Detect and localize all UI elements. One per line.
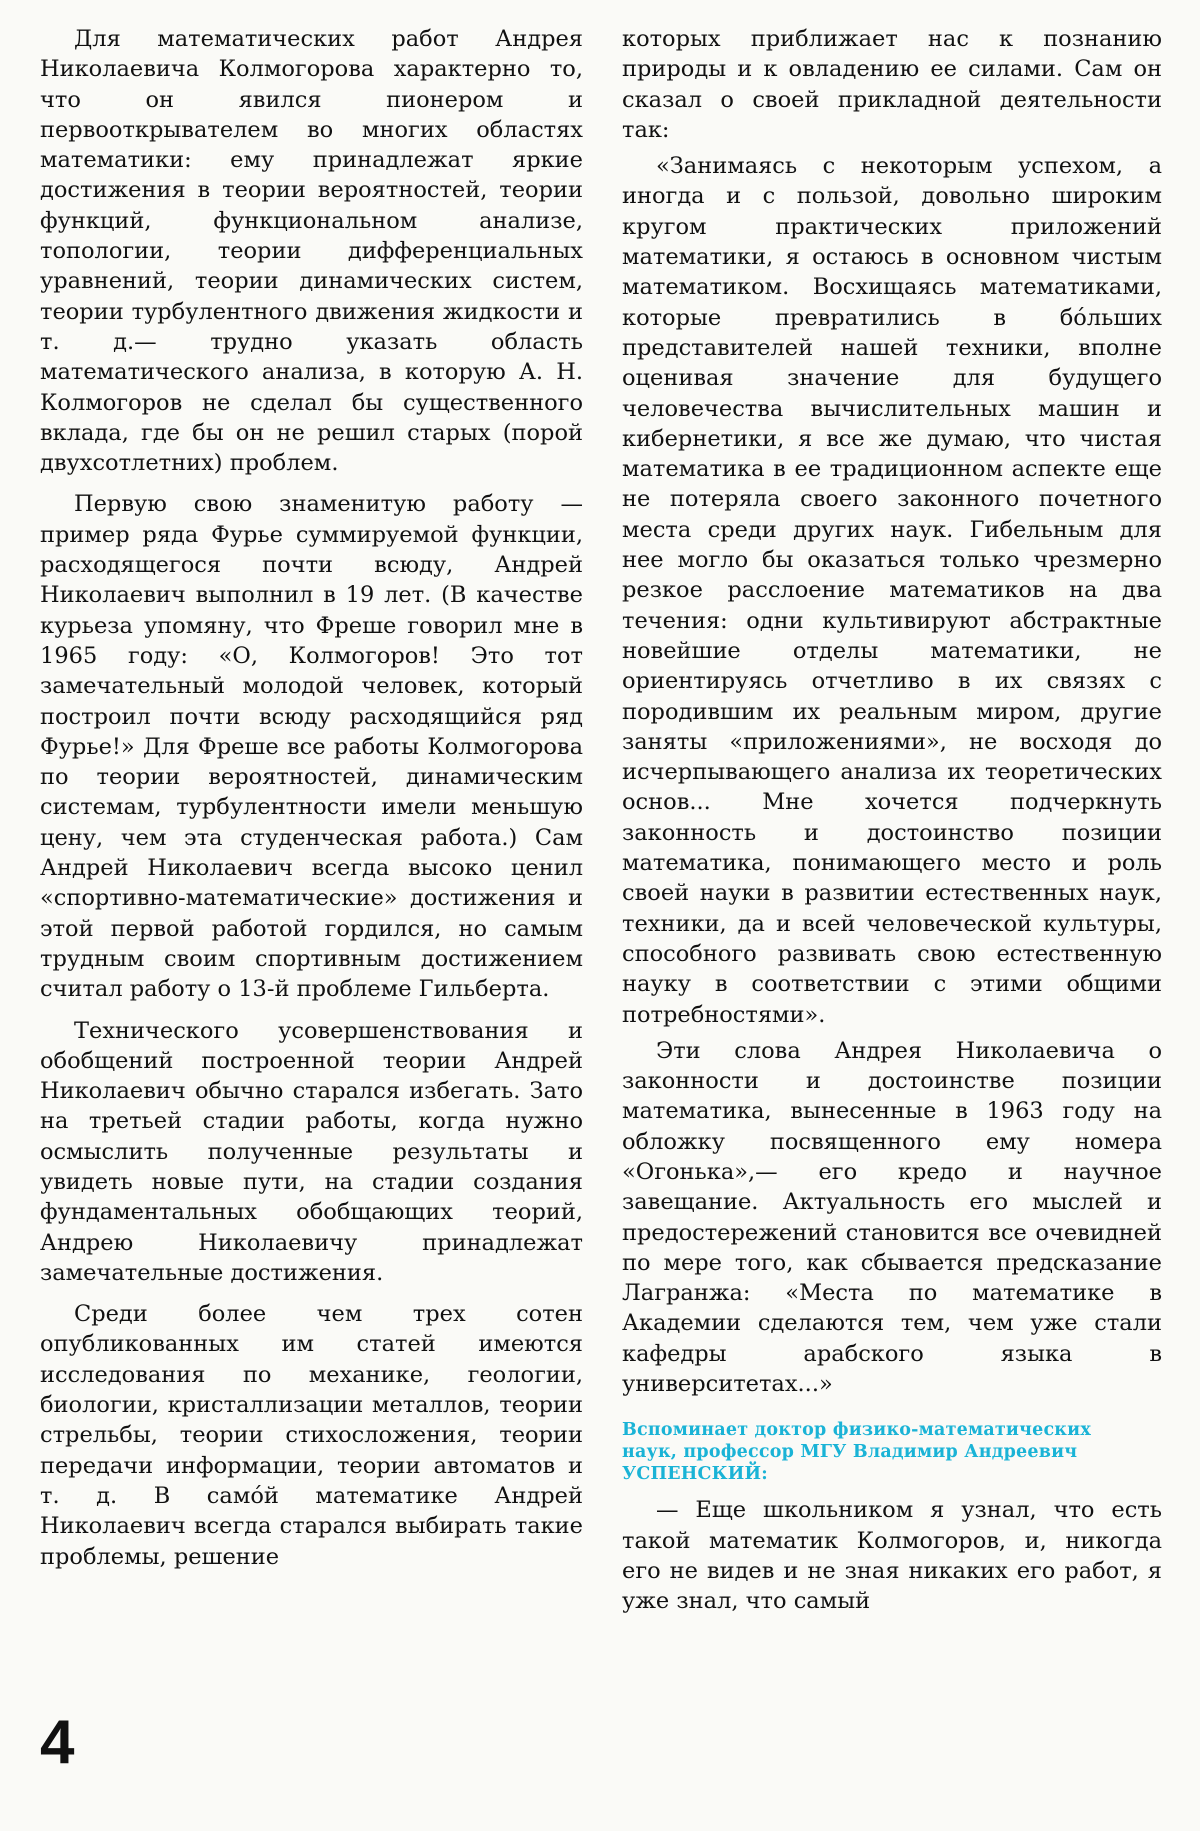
interview-caption	[622, 1419, 1162, 1485]
paragraph-memoir: — Еще школьником я узнал, что есть такой математик Колмогоров, и, никогда его не видев и не зная никаких его работ, я уже знал, что самый	[622, 1497, 1162, 1615]
right-column	[622, 24, 1162, 1617]
quote-kolmogorov: «Занимаясь с некоторым успехом, а иногда и с пользой, довольно широким кругом практических приложений математики, я остаюсь в основном чистым математиком. Восхищаясь математиками, которые превратились в бóльших представителей нашей техники, вполне оценивая значение для будущего человечества вычислительных машин и кибернетики, я все же думаю, что чистая математика в ее традиционном аспекте еще не потеряла своего законного почетного места среди других наук. Гибельным для нее могло бы оказаться только чрезмерно резкое расслоение математиков на два течения: одни культивируют абстрактные новейшие отделы математики, не ориентируясь отчетливо в их связях с породившим их реальным миром, другие заняты «приложениями», не восходя до исчерпывающего анализа их теоретических основ... Мне хочется подчеркнуть законность и достоинство позиции математика, понимающего место и роль своей науки в развитии естественных наук, техники, да и всей человеческой культуры, способного развивать свою естественную науку в соответствии с этими общими потребностями».	[622, 153, 1162, 1028]
paragraph-first-work: Первую свою знаменитую работу — пример ряда Фурье суммируемой функции, расходящегося почти всюду, Андрей Николаевич выполнил в 19 лет. (В качестве курьеза упомяну, что Фреше говорил мне в 1965 году: «О, Колмогоров! Это тот замечательный молодой человек, который построил почти всюду расходящийся ряд Фурье!» Для Фреше все работы Колмогорова по теории вероятностей, динамическим системам, турбулентности имели меньшую цену, чем эта студенческая работа.) Сам Андрей Николаевич всегда высоко ценил «спортивно-математические» достижения и этой первой работой гордился, но самым трудным своим спортивным достижением считал работу о 13-й проблеме Гильберта.	[40, 491, 583, 1003]
paragraph-continuation: которых приближает нас к познанию природы и к овладению ее силами. Сам он сказал о своей прикладной деятельности так:	[622, 26, 1162, 143]
paragraph-publications: Среди более чем трех сотен опубликованных им статей имеются исследования по механике, геологии, биологии, кристаллизации металлов, теории стрельбы, теории стихосложения, теории передачи информации, теории автоматов и т. д. В самóй математике Андрей Николаевич всегда старался выбирать такие проблемы, решение	[40, 1301, 583, 1570]
paragraph-ogonyok: Эти слова Андрея Николаевича о законности и достоинстве позиции математика, вынесенные в 1963 году на обложку посвященного ему номера «Огонька»,— его кредо и научное завещание. Актуальность его мыслей и предостережений становится все очевидней по мере того, как сбывается предсказание Лагранжа: «Места по математике в Академии сделаются тем, чем уже стали кафедры арабского языка в университетах...»	[622, 1037, 1162, 1398]
paragraph-generalizations: Технического усовершенствования и обобщений построенной теории Андрей Николаевич обычно старался избегать. Зато на третьей стадии работы, когда нужно осмыслить полученные результаты и увидеть новые пути, на стадии создания фундаментальных обобщающих теорий, Андрею Николаевичу принадлежат замечательные достижения.	[40, 1017, 583, 1286]
caption-line-1: Вспоминает доктор физико-математических	[622, 1420, 1091, 1441]
caption-line-3: УСПЕНСКИЙ:	[622, 1464, 768, 1485]
paragraph-kolmogorov-pioneer: Для математических работ Андрея Николаевича Колмогорова характерно то, что он явился пионером и первооткрывателем во многих областях математики: ему принадлежат яркие достижения в теории вероятностей, теории функций, функциональном анализе, топологии, теории дифференциальных уравнений, теории динамических систем, теории турбулентного движения жидкости и т. д.— трудно указать область математического анализа, в которую А. Н. Колмогоров не сделал бы существенного вклада, где бы он не решил старых (порой двухсотлетних) проблем.	[40, 26, 583, 477]
left-column	[40, 24, 583, 1572]
caption-line-2: наук, профессор МГУ Владимир Андреевич	[622, 1442, 1078, 1463]
page-number: 4	[40, 1708, 75, 1777]
